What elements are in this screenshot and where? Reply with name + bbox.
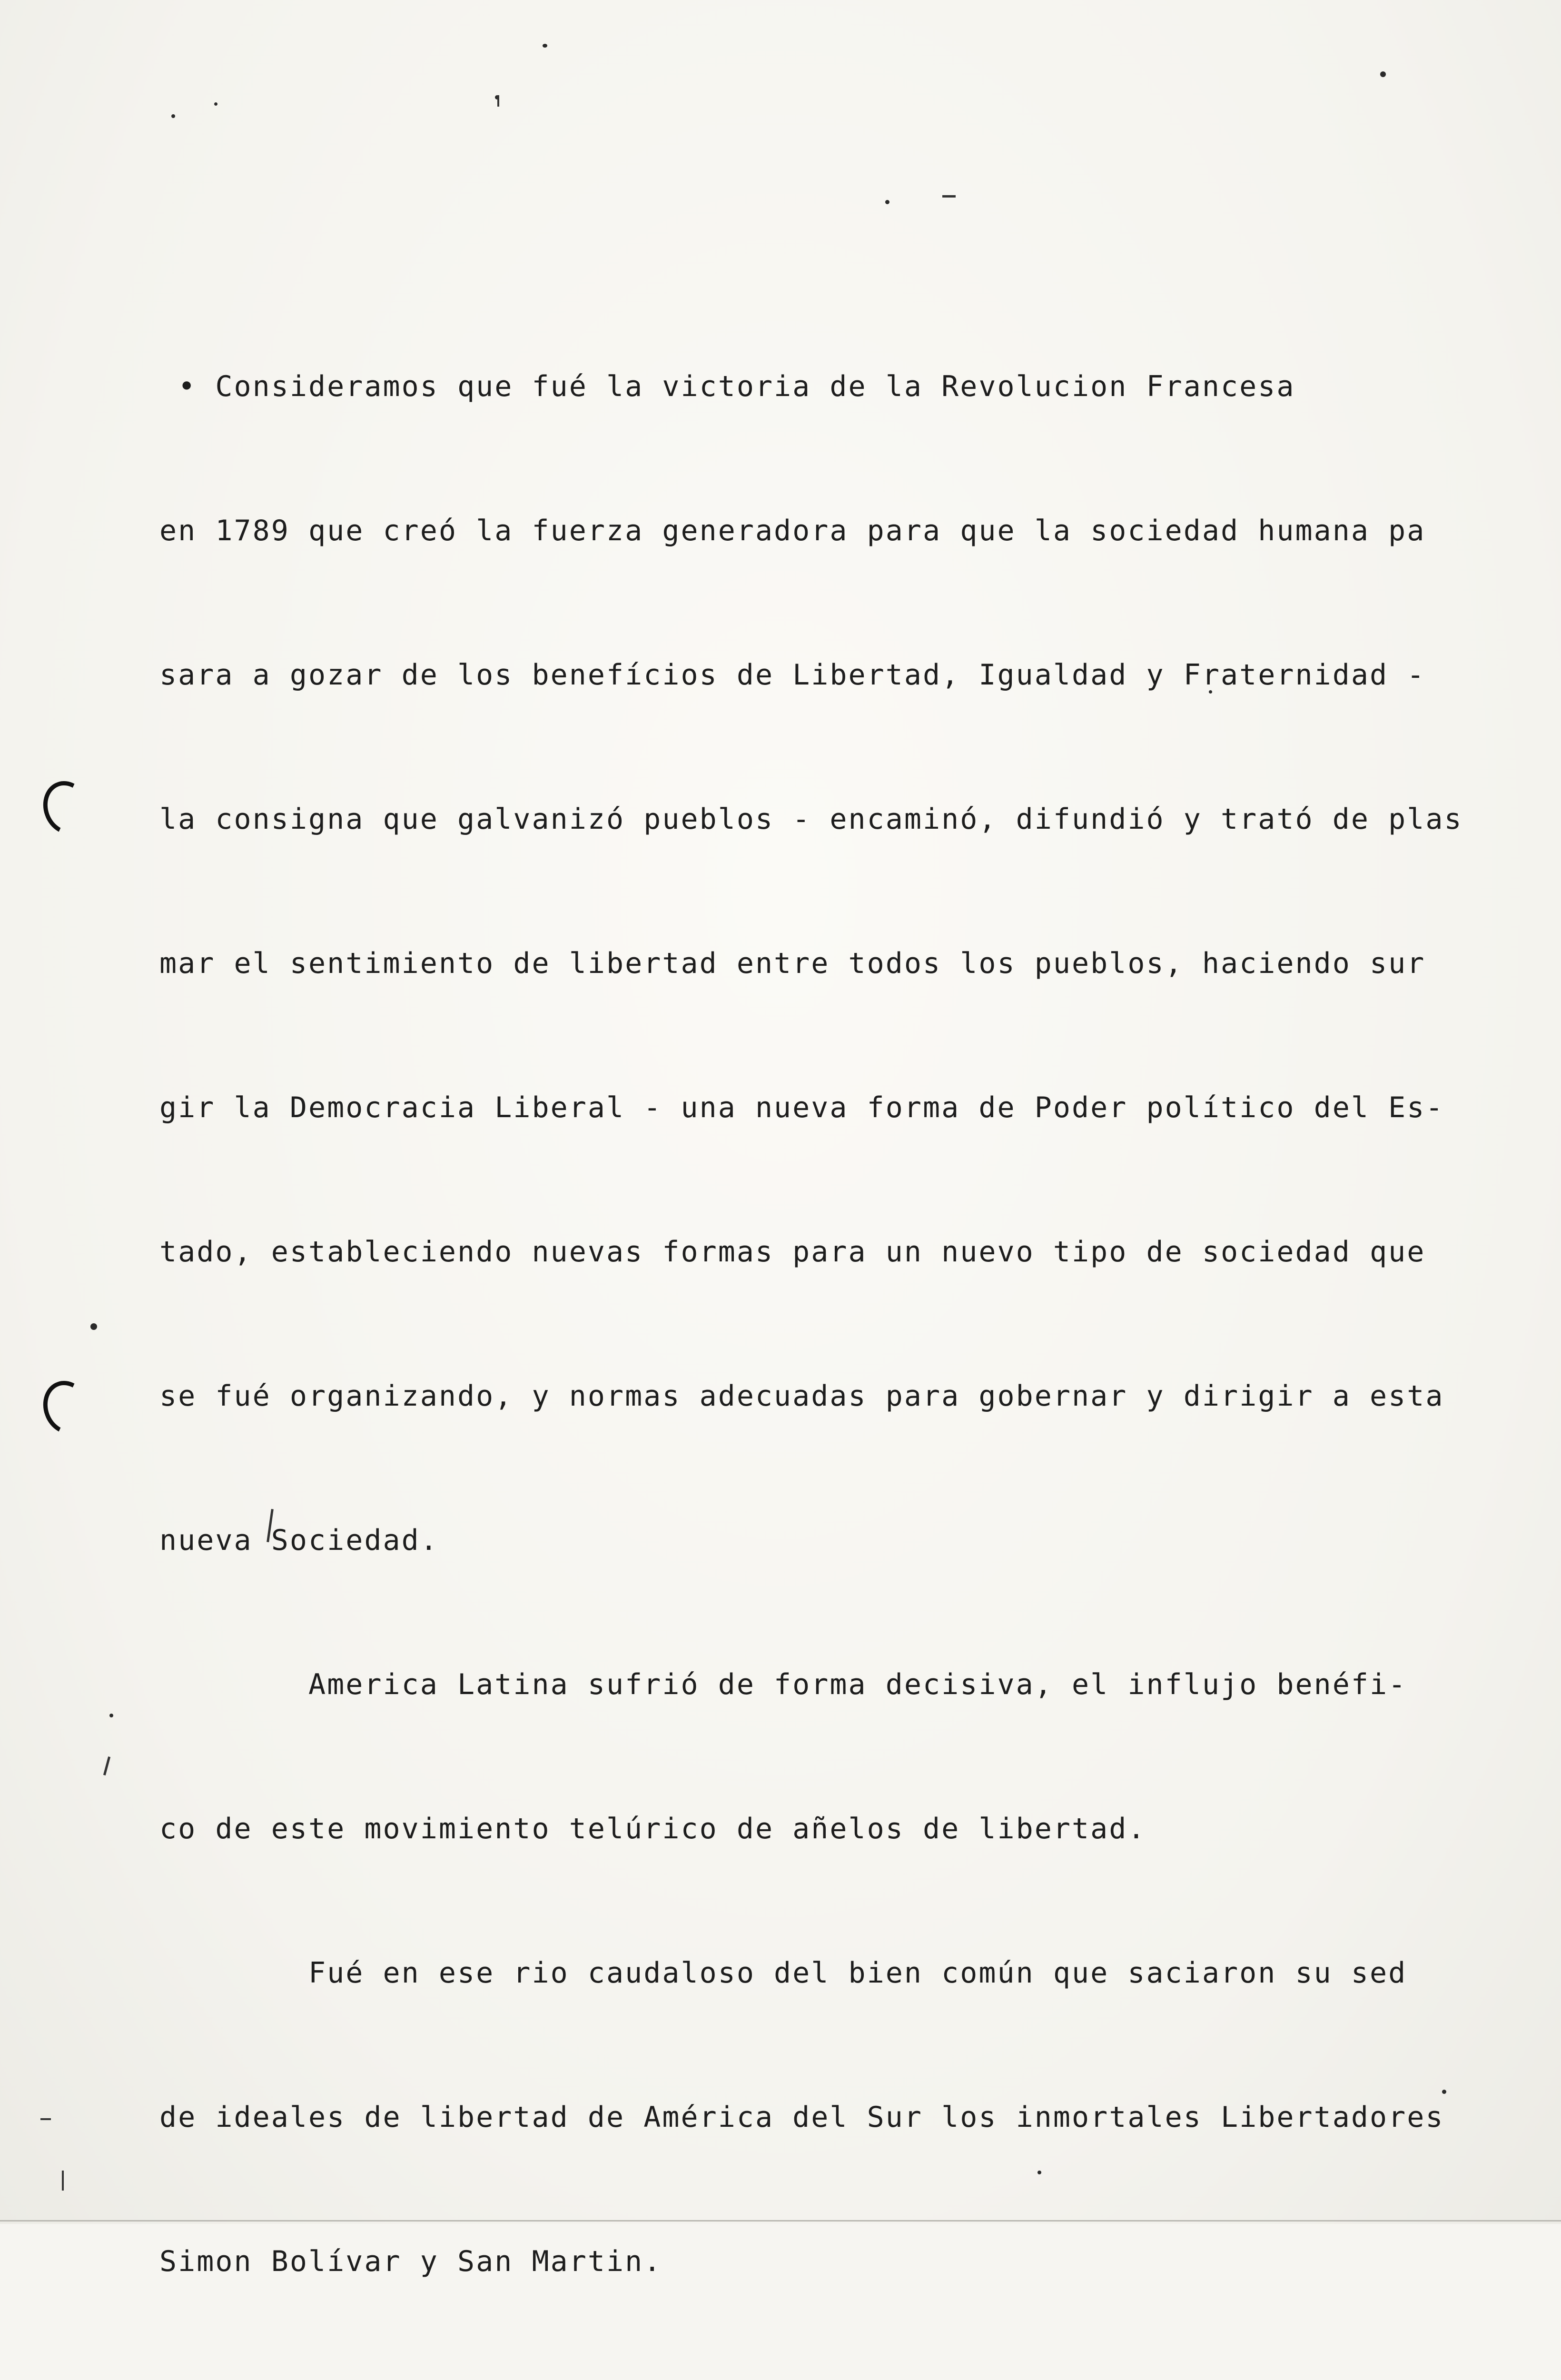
- binder-hole-mark-bottom: [36, 1374, 97, 1441]
- text-line: en 1789 que creó la fuerza generadora para que la sociedad humana pa: [159, 514, 1426, 547]
- scan-speck: [885, 200, 889, 204]
- scan-stray-mark: [103, 1756, 110, 1775]
- text-line: nueva Sociedad.: [159, 1524, 439, 1557]
- text-line: tado, estableciendo nuevas formas para un nuevo tipo de sociedad que: [159, 1235, 1426, 1269]
- text-line: America Latina sufrió de forma decisiva, el influjo benéfi-: [159, 1668, 1407, 1701]
- document-body-text: [159, 267, 1561, 2380]
- text-line: gir la Democracia Liberal - una nueva forma de Poder político del Es-: [159, 1091, 1444, 1124]
- scan-stray-mark: [62, 2171, 64, 2191]
- scan-bottom-edge: [0, 2220, 1561, 2221]
- text-line: • Consideramos que fué la victoria de la Revolucion Francesa: [159, 370, 1295, 403]
- scan-stray-mark: [942, 195, 956, 198]
- scan-speck: [90, 1323, 97, 1330]
- binder-hole-mark-top: [36, 774, 97, 841]
- scan-speck: [1380, 71, 1386, 77]
- scan-speck: [109, 1714, 113, 1717]
- scan-speck: [171, 114, 175, 118]
- scan-speck: [214, 102, 217, 106]
- scan-stray-mark: [40, 2118, 51, 2120]
- text-line: sara a gozar de los benefícios de Libertad, Igualdad y Fraternidad -: [159, 658, 1426, 692]
- text-line: la consigna que galvanizó pueblos - encaminó, difundió y trató de plas: [159, 803, 1463, 836]
- text-line: se fué organizando, y normas adecuadas para gobernar y dirigir a esta: [159, 1379, 1444, 1413]
- text-line: co de este movimiento telúrico de añelos de libertad.: [159, 1812, 1146, 1845]
- scan-speck: [543, 44, 547, 48]
- text-line: de ideales de libertad de América del Sur los inmortales Libertadores: [159, 2101, 1444, 2134]
- text-line: Fué en ese rio caudaloso del bien común que saciaron su sed: [159, 1956, 1407, 1990]
- text-line: mar el sentimiento de libertad entre todos los pueblos, haciendo sur: [159, 947, 1426, 980]
- scan-stray-mark: [497, 95, 499, 107]
- text-line: Simon Bolívar y San Martin.: [159, 2245, 662, 2278]
